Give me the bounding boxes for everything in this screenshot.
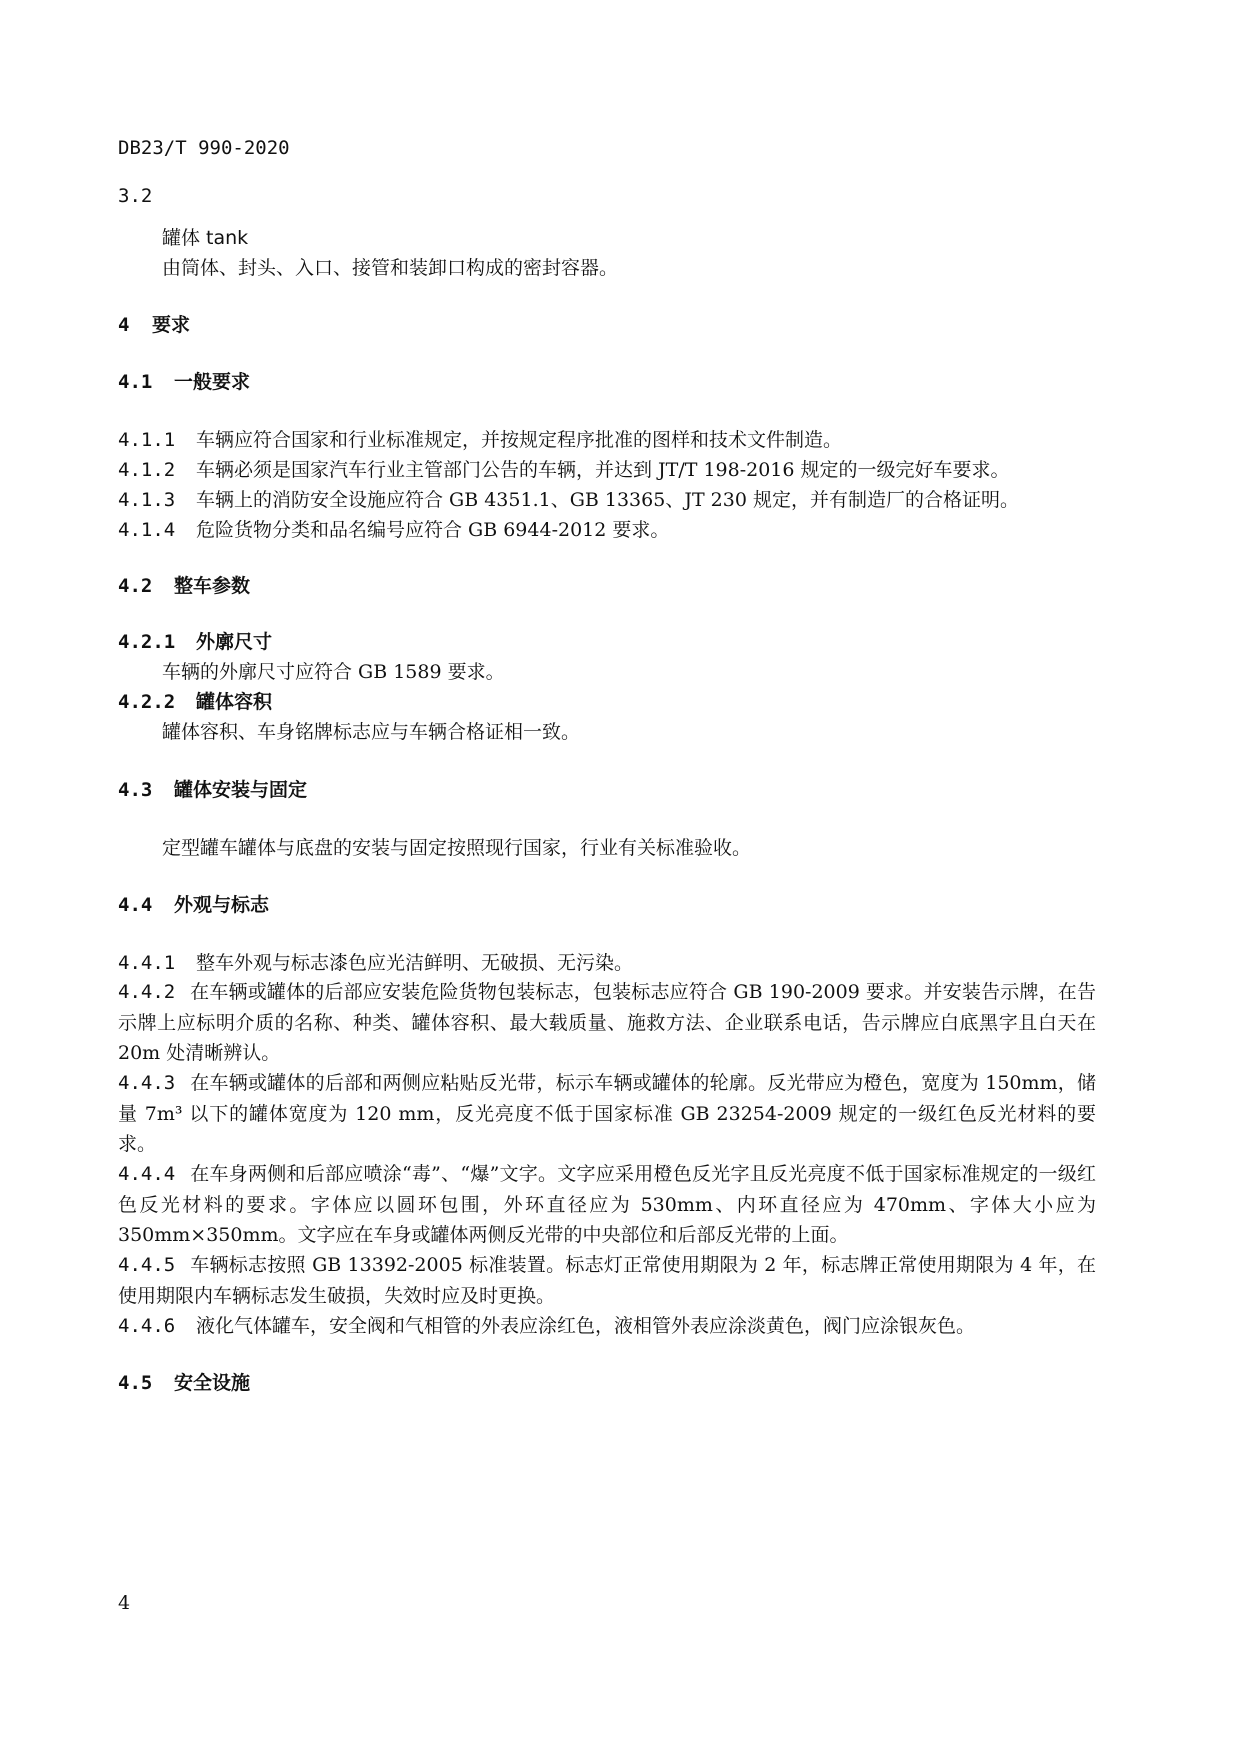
section-title: 罐体安装与固定 — [174, 779, 308, 801]
clause-4-1-4 — [118, 515, 669, 545]
clause-number: 4.2.1 — [118, 631, 176, 653]
section-4-3-heading — [118, 775, 307, 805]
section-4-3-text: 定型罐车罐体与底盘的安装与固定按照现行国家，行业有关标准验收。 — [162, 837, 752, 859]
clause-number: 4.1.3 — [118, 489, 176, 511]
clause-text: 在车身两侧和后部应喷涂“毒”、“爆”文字。文字应采用橙色反光字且反光亮度不低于国家标准规定的一级红色反光材料的要求。字体应以圆环包围，外环直径应为 530mm、内环直径应为 470mm、字体大小应为 350mm×350mm。文字应在车身或罐体两侧反光带的中央部位和后部反光带的上面。 — [118, 1163, 1096, 1246]
clause-title: 罐体容积 — [196, 691, 273, 713]
section-number: 4.4 — [118, 894, 153, 916]
clause-number: 4.2.2 — [118, 691, 176, 713]
clause-4-4-4 — [118, 1159, 1096, 1251]
clause-text: 车辆必须是国家汽车行业主管部门公告的车辆，并达到 JT/T 198-2016 规定的一级完好车要求。 — [196, 459, 1010, 481]
section-4-5-heading — [118, 1368, 250, 1398]
clause-4-2-1-heading — [118, 627, 272, 657]
clause-4-2-2-text: 罐体容积、车身铭牌标志应与车辆合格证相一致。 — [162, 721, 581, 743]
clause-4-4-6 — [118, 1311, 975, 1341]
section-number: 4.5 — [118, 1372, 153, 1394]
clause-text: 整车外观与标志漆色应光洁鲜明、无破损、无污染。 — [196, 952, 634, 974]
clause-4-1-2 — [118, 455, 1010, 485]
clause-4-2-2-heading — [118, 687, 272, 717]
clause-text: 液化气体罐车，安全阀和气相管的外表应涂红色，液相管外表应涂淡黄色，阀门应涂银灰色。 — [196, 1315, 976, 1337]
clause-title: 外廓尺寸 — [196, 631, 273, 653]
clause-4-1-1 — [118, 425, 842, 455]
clause-number: 4.4.3 — [118, 1072, 176, 1094]
section-4-heading — [118, 310, 190, 340]
section-number: 4.3 — [118, 779, 153, 801]
clause-4-4-3 — [118, 1068, 1096, 1160]
section-number: 4 — [118, 314, 130, 336]
section-4-4-heading — [118, 890, 269, 920]
section-title: 要求 — [152, 314, 191, 336]
term-number: 3.2 — [118, 185, 153, 207]
document-code: DB23/T 990-2020 — [118, 137, 290, 159]
section-title: 整车参数 — [174, 575, 251, 597]
section-title: 外观与标志 — [174, 894, 270, 916]
clause-text: 车辆上的消防安全设施应符合 GB 4351.1、GB 13365、JT 230 规定，并有制造厂的合格证明。 — [196, 489, 1019, 511]
section-number: 4.1 — [118, 371, 153, 393]
section-title: 一般要求 — [174, 371, 251, 393]
section-number: 4.2 — [118, 575, 153, 597]
clause-4-1-3 — [118, 485, 1019, 515]
clause-number: 4.1.1 — [118, 429, 176, 451]
clause-number: 4.4.5 — [118, 1254, 176, 1276]
clause-number: 4.4.4 — [118, 1163, 176, 1185]
section-4-1-heading — [118, 367, 250, 397]
clause-text: 在车辆或罐体的后部应安装危险货物包装标志，包装标志应符合 GB 190-2009 要求。并安装告示牌，在告示牌上应标明介质的名称、种类、罐体容积、最大载质量、施救方法、企业联系电话，告示牌应白底黑字且白天在 20m 处清晰辨认。 — [118, 981, 1096, 1064]
clause-text: 车辆应符合国家和行业标准规定，并按规定程序批准的图样和技术文件制造。 — [196, 429, 843, 451]
clause-4-4-2 — [118, 977, 1096, 1069]
section-4-2-heading — [118, 571, 250, 601]
clause-text: 在车辆或罐体的后部和两侧应粘贴反光带，标示车辆或罐体的轮廓。反光带应为橙色，宽度为 150mm，储量 7m³ 以下的罐体宽度为 120 mm，反光亮度不低于国家标准 GB 23254-2009 规定的一级红色反光材料的要求。 — [118, 1072, 1096, 1155]
clause-number: 4.4.1 — [118, 952, 176, 974]
clause-4-4-1 — [118, 948, 633, 978]
clause-4-4-5 — [118, 1250, 1096, 1311]
page-number: 4 — [118, 1592, 131, 1614]
clause-number: 4.4.2 — [118, 981, 176, 1003]
term-definition: 由筒体、封头、入口、接管和装卸口构成的密封容器。 — [162, 257, 619, 279]
clause-4-2-1-text: 车辆的外廓尺寸应符合 GB 1589 要求。 — [162, 661, 505, 683]
section-title: 安全设施 — [174, 1372, 251, 1394]
clause-number: 4.1.4 — [118, 519, 176, 541]
clause-number: 4.4.6 — [118, 1315, 176, 1337]
clause-text: 车辆标志按照 GB 13392-2005 标准装置。标志灯正常使用期限为 2 年，标志牌正常使用期限为 4 年，在使用期限内车辆标志发生破损，失效时应及时更换。 — [118, 1254, 1096, 1307]
term-name: 罐体 tank — [162, 227, 249, 249]
clause-number: 4.1.2 — [118, 459, 176, 481]
clause-text: 危险货物分类和品名编号应符合 GB 6944-2012 要求。 — [196, 519, 670, 541]
